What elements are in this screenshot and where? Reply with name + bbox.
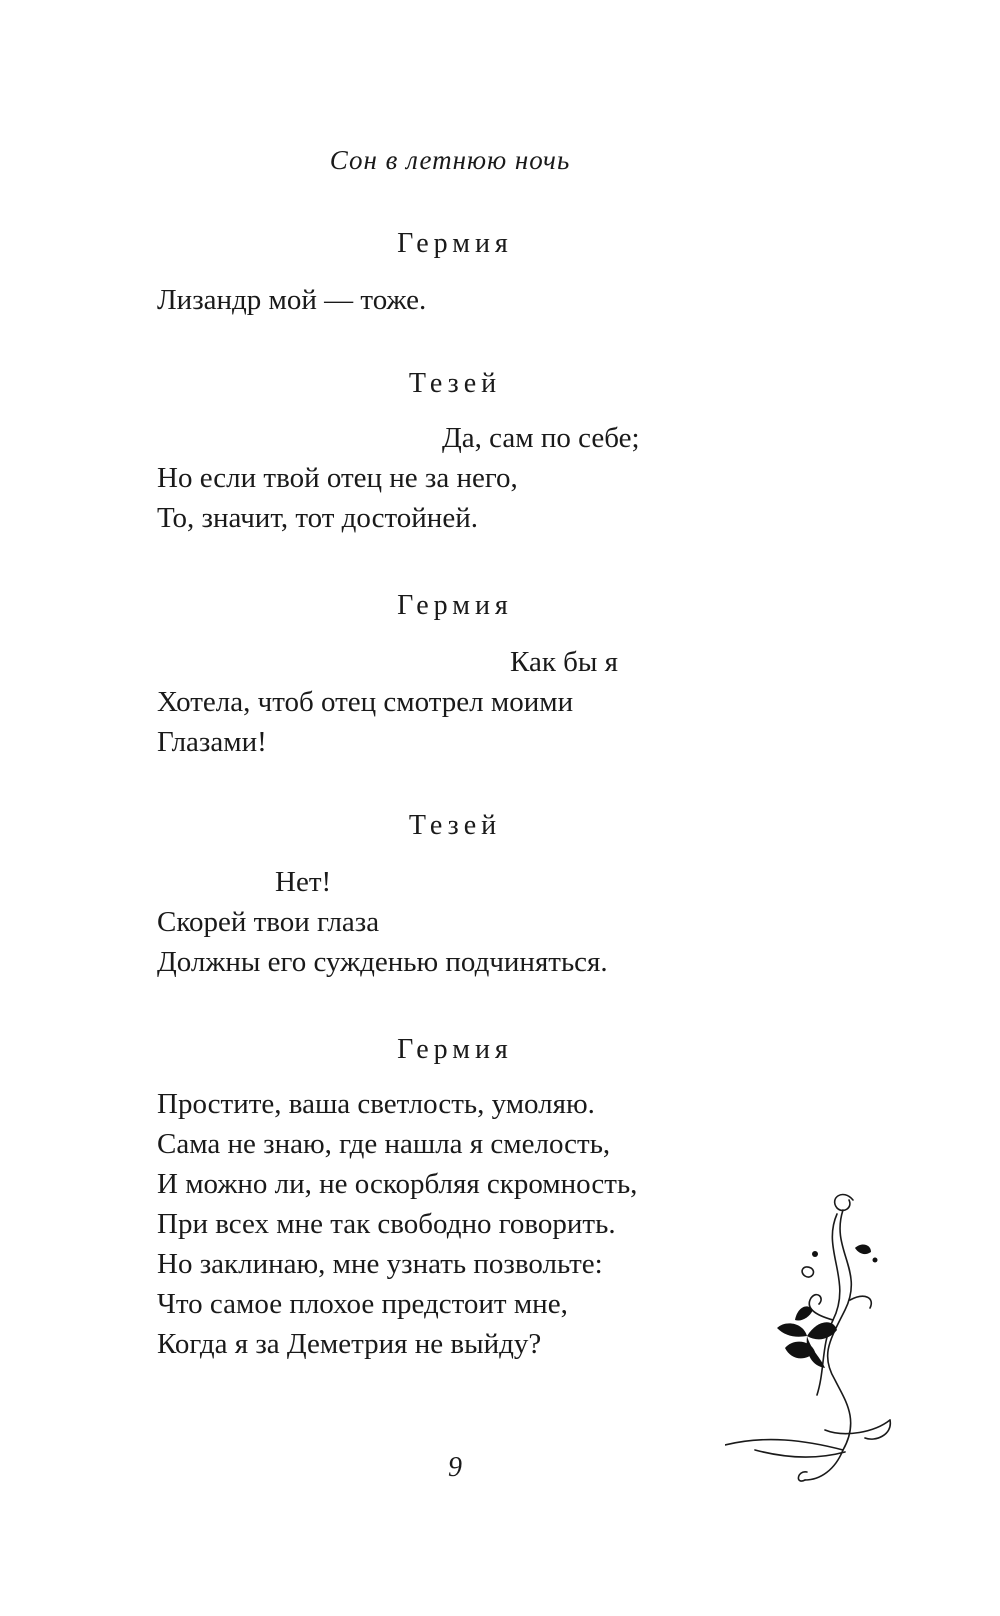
verse-line: Но если твой отец не за него, — [157, 462, 518, 494]
speaker-name: Гермия — [397, 590, 513, 621]
verse-line: Что самое плохое предстоит мне, — [157, 1288, 568, 1320]
verse-line: При всех мне так свободно говорить. — [157, 1208, 616, 1240]
verse-line: То, значит, тот достойней. — [157, 502, 478, 534]
verse-line: Да, сам по себе; — [442, 422, 640, 454]
speaker-name: Гермия — [397, 1034, 513, 1065]
verse-line: Простите, ваша светлость, умоляю. — [157, 1088, 595, 1120]
verse-line: Нет! — [275, 866, 332, 898]
speaker-name: Гермия — [397, 228, 513, 259]
verse-line: Глазами! — [157, 726, 267, 758]
verse-line: Но заклинаю, мне узнать позвольте: — [157, 1248, 603, 1280]
verse-line: Хотела, чтоб отец смотрел моими — [157, 686, 574, 718]
verse-line: Лизандр мой — тоже. — [157, 284, 427, 316]
verse-line: Должны его сужденью подчиняться. — [157, 946, 608, 978]
verse-line: Когда я за Деметрия не выйду? — [157, 1328, 542, 1360]
verse-line: Сама не знаю, где нашла я смелость, — [157, 1128, 611, 1160]
speaker-name: Тезей — [408, 810, 502, 841]
floral-vine-icon — [725, 1180, 895, 1490]
verse-line: Как бы я — [510, 646, 618, 678]
running-head: Сон в летнюю ночь — [329, 145, 571, 175]
page-number: 9 — [448, 1452, 462, 1483]
verse-line: И можно ли, не оскорбляя скромность, — [157, 1168, 638, 1200]
speaker-name: Тезей — [408, 368, 502, 399]
verse-line: Скорей твои глаза — [157, 906, 380, 938]
